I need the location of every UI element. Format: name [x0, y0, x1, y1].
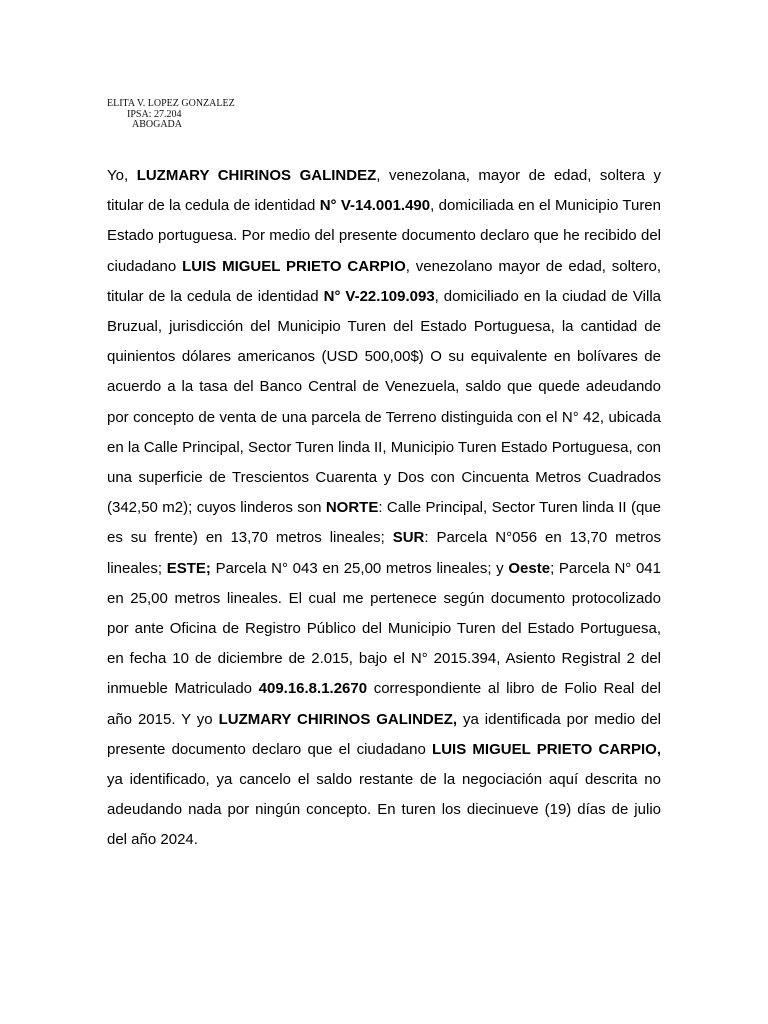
declarant-name-repeat: LUZMARY CHIRINOS GALINDEZ,	[218, 710, 458, 728]
ipsa-number: IPSA: 27.204	[127, 108, 182, 120]
text-segment: ya identificada por medio del presente documento declaro que el ciudadano	[107, 710, 661, 758]
declarant-name: LUZMARY CHIRINOS GALINDEZ	[136, 167, 377, 184]
text-segment: correspondiente al libro de Folio Real del año 2015. Y yo	[107, 680, 662, 728]
text-segment: ; Parcela N° 041 en 25,00 metros lineales. El cual me pertenece según documento protocolizado por ante Oficina de Registro Público del Municipio Turen del Estado Portuguesa, en fecha 10 de diciembre de 2.015, bajo el N° 2015.394, Asiento Registral 2 del inmueble Matriculado	[107, 559, 661, 698]
text-segment: , venezolana, mayor de edad, soltera y titular de la cedula de identidad	[107, 167, 661, 215]
declarant-id-number: N° V-14.001.490	[319, 197, 431, 215]
text-segment: Yo,	[107, 167, 137, 184]
text-segment: : Parcela N°056 en 13,70 metros lineales;	[107, 529, 661, 577]
text-segment: ya identificado, ya cancelo el saldo restante de la negociación aquí descrita no adeudando nada por ningún concepto. En turen los diecinueve (19) días de julio del año 2024.	[107, 771, 661, 849]
text-segment: , venezolano mayor de edad, soltero, titular de la cedula de identidad	[107, 257, 661, 305]
payer-name-repeat: LUIS MIGUEL PRIETO CARPIO,	[432, 740, 661, 758]
boundary-north-label: NORTE	[325, 499, 379, 517]
declaration-paragraph	[107, 161, 661, 856]
text-segment: , domiciliada en el Municipio Turen Estado portuguesa. Por medio del presente documento declaro que he recibido del ciudadano	[107, 197, 661, 275]
payer-name: LUIS MIGUEL PRIETO CARPIO	[182, 257, 406, 275]
text-segment: Parcela N° 043 en 25,00 metros lineales; y	[210, 559, 509, 577]
text-segment: , domiciliado en la ciudad de Villa Bruzual, jurisdicción del Municipio Turen del Estado Portuguesa, la cantidad de quinientos dólares americanos (USD 500,00$) O su equivalente en bolívares de acuerdo a la tasa del Banco Central de Venezuela, saldo que quede adeudando por concepto de venta de una parcela de Terreno distinguida con el N° 42, ubicada en la Calle Principal, Sector Turen linda II, Municipio Turen Estado Portuguesa, con una superficie de Trescientos Cuarenta y Dos con Cincuenta Metros Cuadrados (342,50 m2); cuyos linderos son	[107, 287, 661, 517]
boundary-west-label: Oeste	[508, 559, 551, 577]
payer-id-number: N° V-22.109.093	[323, 287, 435, 305]
letterhead	[107, 99, 235, 131]
property-registration-number: 409.16.8.1.2670	[258, 680, 368, 698]
boundary-east-label: ESTE;	[166, 559, 211, 577]
boundary-south-label: SUR	[392, 529, 425, 547]
lawyer-title: ABOGADA	[132, 119, 182, 130]
text-segment: : Calle Principal, Sector Turen linda II (que es su frente) en 13,70 metros lineales;	[107, 499, 661, 547]
lawyer-name: ELITA V. LOPEZ GONZALEZ	[107, 98, 235, 109]
